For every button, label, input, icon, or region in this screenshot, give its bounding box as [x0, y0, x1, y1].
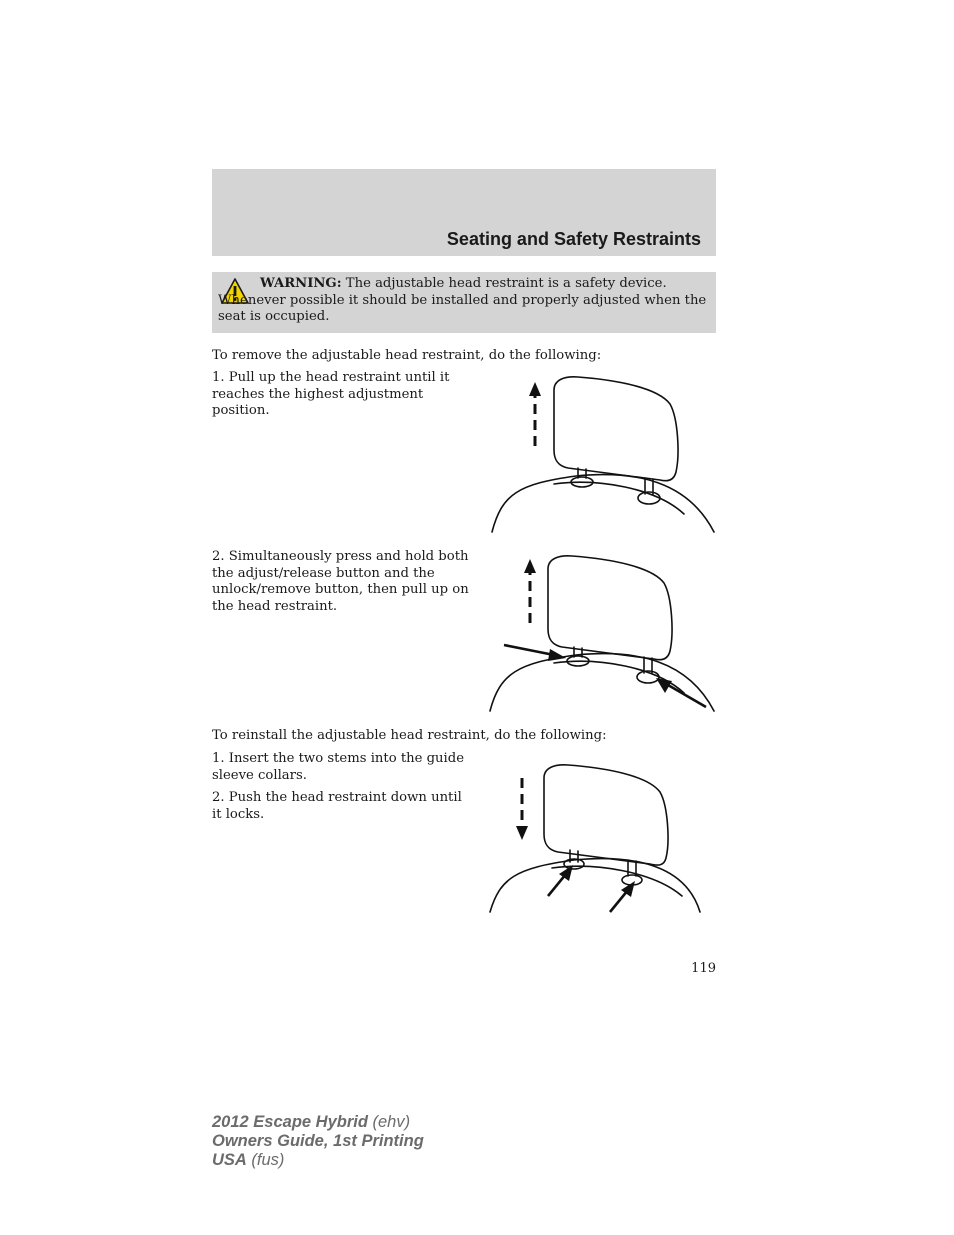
- section-title: Seating and Safety Restraints: [446, 229, 701, 249]
- section-header-band: [212, 169, 716, 256]
- remove-step-1: 1. Pull up the head restraint until it reaches the highest adjustment position.: [212, 370, 450, 418]
- head-restraint-press-buttons-illustration: [488, 553, 720, 715]
- head-restraint-pull-up-illustration: [488, 374, 720, 536]
- footer-line-1: [212, 1113, 424, 1132]
- warning-text: [218, 276, 708, 326]
- reinstall-intro: To reinstall the adjustable head restraint, do the following:: [212, 728, 607, 743]
- remove-step-2: 2. Simultaneously press and hold both the adjust/release button and the unlock/remove button, then pull up on the head restraint.: [212, 549, 469, 614]
- head-restraint-reinstall-illustration: [486, 762, 720, 918]
- page-number: 119: [691, 961, 716, 976]
- footer-market: USA: [212, 1151, 247, 1169]
- footer-market-code: (fus): [246, 1151, 285, 1169]
- footer-model-code: (ehv): [367, 1113, 411, 1131]
- footer-edition: Owners Guide, 1st Printing: [212, 1132, 424, 1150]
- remove-intro: To remove the adjustable head restraint, do the following:: [212, 348, 602, 363]
- warning-label: WARNING:: [260, 276, 342, 291]
- document-footer: [212, 1113, 424, 1170]
- reinstall-step-1: 1. Insert the two stems into the guide sleeve collars.: [212, 751, 465, 783]
- footer-line-2: [212, 1132, 424, 1151]
- warning-body: The adjustable head restraint is a safety device. Whenever possible it should be installed and properly adjusted when the seat is occupied.: [218, 276, 707, 325]
- warning-box: [212, 272, 716, 333]
- footer-line-3: [212, 1151, 424, 1170]
- footer-model: 2012 Escape Hybrid: [212, 1113, 368, 1131]
- reinstall-step-2: 2. Push the head restraint down until it locks.: [212, 790, 462, 822]
